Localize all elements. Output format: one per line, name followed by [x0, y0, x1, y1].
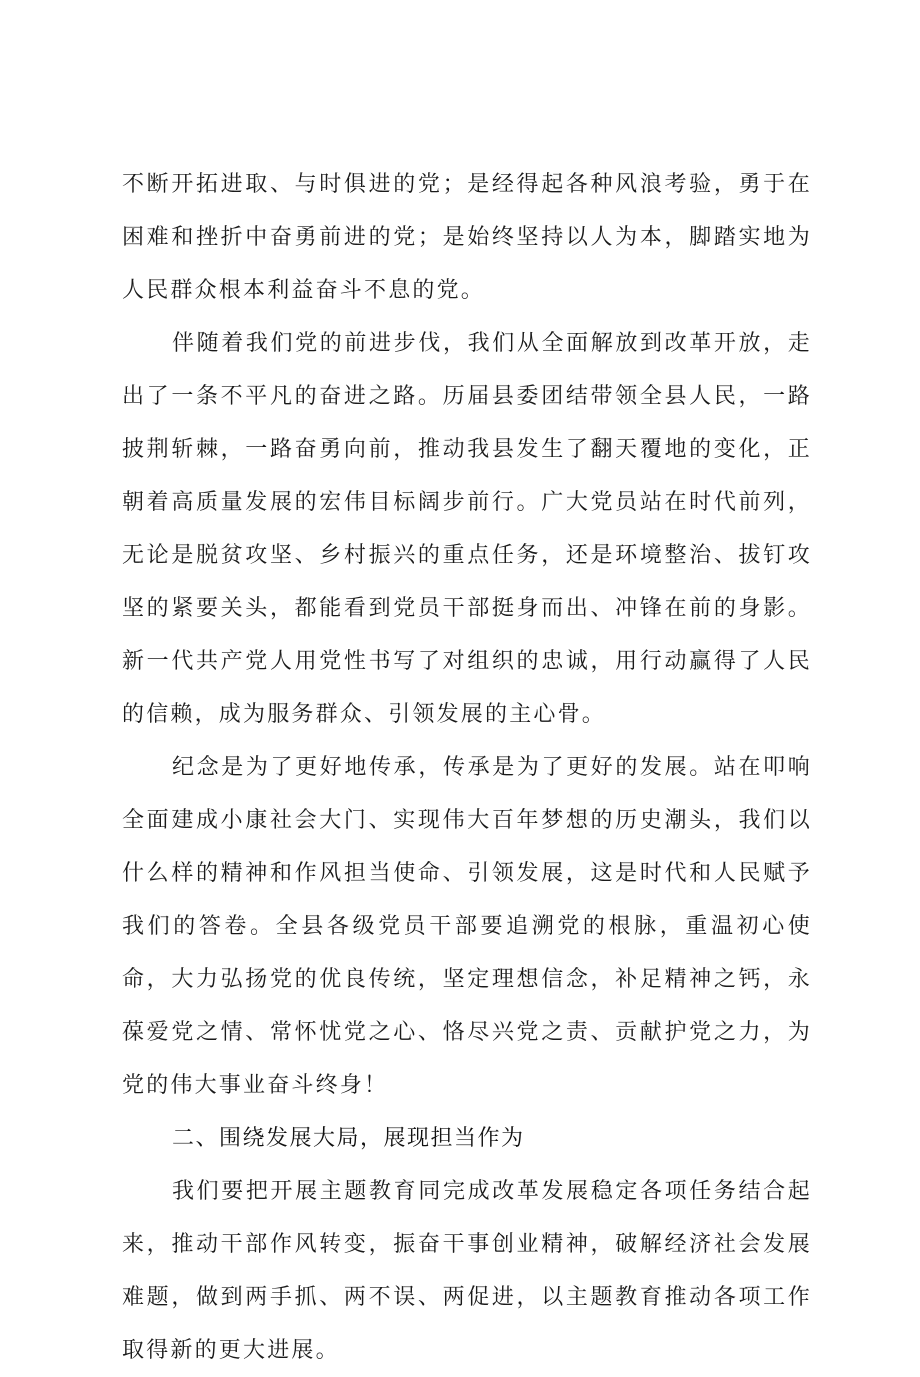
paragraph-commemoration: 纪念是为了更好地传承，传承是为了更好的发展。站在叩响全面建成小康社会大门、实现伟大百年梦想的历史潮头，我们以什么样的精神和作风担当使命、引领发展，这是时代和人民赋予我们的答卷。全县各级党员干部要追溯党的根脉，重温初心使命，大力弘扬党的优良传统，坚定理想信念，补足精神之钙，永葆爱党之情、常怀忧党之心、恪尽兴党之责、贡献护党之力，为党的伟大事业奋斗终身！ — [122, 755, 812, 1098]
document-body — [122, 158, 812, 1377]
paragraph-continuation: 不断开拓进取、与时俱进的党；是经得起各种风浪考验，勇于在困难和挫折中奋勇前进的党；是始终坚持以人为本，脚踏实地为人民群众根本利益奋斗不息的党。 — [122, 172, 812, 303]
section-heading-two: 二、围绕发展大局，展现担当作为 — [172, 1126, 525, 1151]
paragraph-party-progress: 伴随着我们党的前进步伐，我们从全面解放到改革开放，走出了一条不平凡的奋进之路。历届县委团结带领全县人民，一路披荆斩棘，一路奋勇向前，推动我县发生了翻天覆地的变化，正朝着高质量发展的宏伟目标阔步前行。广大党员站在时代前列，无论是脱贫攻坚、乡村振兴的重点任务，还是环境整治、拔钉攻坚的紧要关头，都能看到党员干部挺身而出、冲锋在前的身影。新一代共产党人用党性书写了对组织的忠诚，用行动赢得了人民的信赖，成为服务群众、引领发展的主心骨。 — [122, 331, 812, 727]
paragraph-theme-education: 我们要把开展主题教育同完成改革发展稳定各项任务结合起来，推动干部作风转变，振奋干事创业精神，破解经济社会发展难题，做到两手抓、两不误、两促进，以主题教育推动各项工作取得新的更大进展。 — [122, 1179, 812, 1363]
